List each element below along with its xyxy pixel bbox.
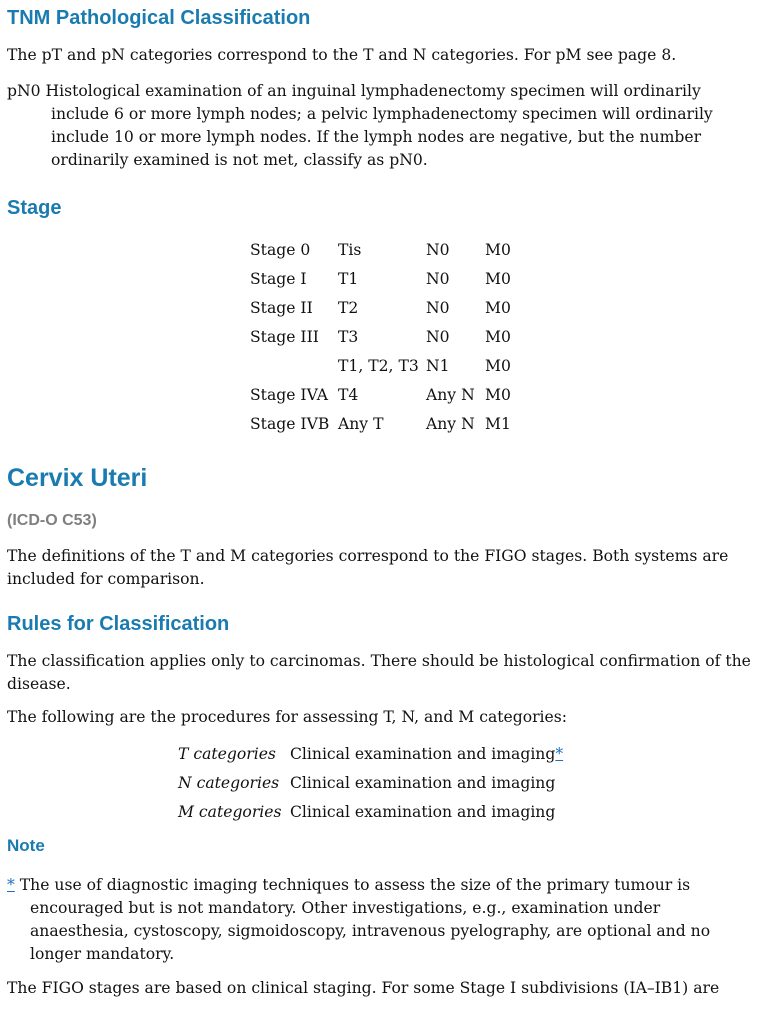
- figo-paragraph: The FIGO stages are based on clinical staging. For some Stage I subdivisions (IA–IB1) are: [7, 979, 720, 997]
- stage-row: [250, 322, 515, 351]
- procedures-table: [178, 739, 569, 826]
- stage-cell: Stage I: [250, 269, 307, 288]
- stage-row: [250, 264, 515, 293]
- stage-cell: Stage IVB: [250, 414, 330, 433]
- m-category-cell: M0: [485, 298, 511, 317]
- rules-paragraph-1: The classification applies only to carcinomas. There should be histological confirmation of the disease.: [7, 652, 751, 693]
- n-category-cell: Any N: [426, 385, 475, 404]
- rules-heading: Rules for Classification: [7, 613, 230, 635]
- m-category-cell: M0: [485, 385, 511, 404]
- procedure-row: [178, 768, 569, 797]
- stage-cell: Stage III: [250, 327, 319, 346]
- t-category-cell: T2: [338, 298, 359, 317]
- procedure-method: Clinical examination and imaging: [290, 744, 556, 763]
- m-category-cell: M0: [485, 356, 511, 375]
- stage-row: [250, 380, 515, 409]
- procedure-row: [178, 797, 569, 826]
- m-category-cell: M0: [485, 269, 511, 288]
- cervix-intro: The definitions of the T and M categories correspond to the FIGO stages. Both systems are included for comparison.: [7, 547, 729, 588]
- procedure-category: T categories: [178, 744, 276, 763]
- n-category-cell: N0: [426, 269, 450, 288]
- note-footnote: [7, 874, 756, 966]
- procedure-category: N categories: [178, 773, 280, 792]
- n-category-cell: Any N: [426, 414, 475, 433]
- stage-cell: [250, 351, 338, 380]
- icd-code: (ICD-O C53): [7, 512, 97, 529]
- procedure-method: Clinical examination and imaging: [290, 773, 556, 792]
- procedure-category: M categories: [178, 802, 282, 821]
- stage-cell: Stage IVA: [250, 385, 329, 404]
- rules-paragraph-2: The following are the procedures for assessing T, N, and M categories:: [7, 708, 568, 726]
- footnote-reference-link[interactable]: *: [555, 744, 564, 763]
- stage-row: [250, 235, 515, 264]
- tnm-heading: TNM Pathological Classification: [7, 7, 311, 29]
- n-category-cell: N0: [426, 298, 450, 317]
- cervix-heading: Cervix Uteri: [7, 464, 148, 492]
- n-category-cell: N0: [426, 240, 450, 259]
- note-text: The use of diagnostic imaging techniques to assess the size of the primary tumour is encouraged but is not mandatory. Other investigations, e.g., examination under anaesthesia, cystoscopy, sigmoidoscopy, intravenous pyelography, are optional and no longer mandatory.: [19, 876, 711, 963]
- pn0-text: Histological examination of an inguinal lymphadenectomy specimen will ordinarily include 6 or more lymph nodes; a pelvic lymphadenectomy specimen will ordinarily include 10 or more lymph nodes. If the lymph nodes are negative, but the number ordinarily examined is not met, classify as pN0.: [45, 82, 713, 169]
- n-category-cell: N1: [426, 356, 450, 375]
- footnote-backlink[interactable]: *: [7, 876, 15, 894]
- t-category-cell: Any T: [338, 414, 384, 433]
- stage-cell: Stage II: [250, 298, 313, 317]
- t-category-cell: T1: [338, 269, 359, 288]
- m-category-cell: M1: [485, 414, 511, 433]
- stage-heading: Stage: [7, 197, 62, 219]
- procedure-row: [178, 739, 569, 768]
- t-category-cell: T3: [338, 327, 359, 346]
- stage-table: [250, 235, 515, 438]
- stage-cell: Stage 0: [250, 240, 311, 259]
- t-category-cell: T4: [338, 385, 359, 404]
- stage-row: [250, 409, 515, 438]
- tnm-intro: The pT and pN categories correspond to the T and N categories. For pM see page 8.: [7, 46, 677, 64]
- pn0-definition: [7, 80, 756, 172]
- t-category-cell: T1, T2, T3: [338, 356, 419, 375]
- stage-row: [250, 351, 515, 380]
- stage-row: [250, 293, 515, 322]
- m-category-cell: M0: [485, 240, 511, 259]
- note-heading: Note: [7, 836, 45, 855]
- t-category-cell: Tis: [338, 240, 362, 259]
- procedure-method: Clinical examination and imaging: [290, 802, 556, 821]
- m-category-cell: M0: [485, 327, 511, 346]
- pn0-label: pN0: [7, 82, 41, 100]
- n-category-cell: N0: [426, 327, 450, 346]
- procedure-method-cell: [290, 739, 569, 768]
